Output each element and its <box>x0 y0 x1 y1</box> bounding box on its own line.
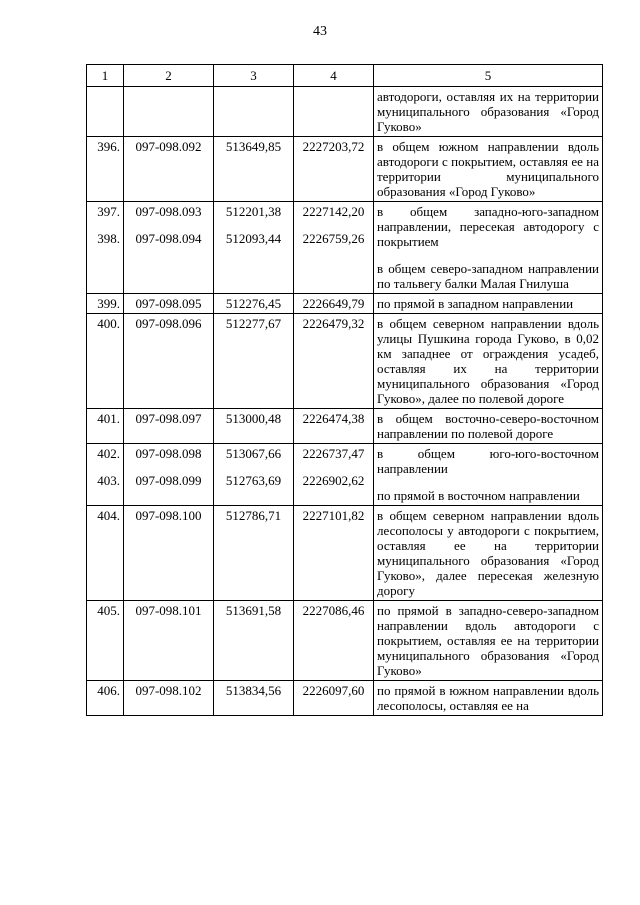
route-description: в общем южном направлении вдоль автодороги с покрытием, оставляя ее на территории муниципального образования «Город Гуково» <box>377 139 599 199</box>
point-number-cell <box>87 202 124 294</box>
route-description: по прямой в западном направлении <box>377 296 574 311</box>
point-code: 097-098.096 <box>135 316 202 331</box>
coordinate-x: 512786,71 <box>225 508 282 523</box>
point-number: 398. <box>97 231 120 246</box>
point-code: 097-098.101 <box>135 603 202 618</box>
point-code-cell <box>124 444 214 506</box>
table-row <box>87 601 603 681</box>
coordinate-y: 2226479,32 <box>302 316 365 331</box>
route-description-cell <box>374 444 603 506</box>
coordinate-y: 2227203,72 <box>302 139 365 154</box>
table-row <box>87 409 603 444</box>
coordinate-y: 2226649,79 <box>302 296 365 311</box>
route-description-cell <box>374 409 603 444</box>
continuation-description: автодороги, оставляя их на территории муниципального образования «Город Гуково» <box>374 87 603 137</box>
point-number-cell <box>87 601 124 681</box>
point-number: 401. <box>97 411 120 426</box>
point-number: 397. <box>97 204 120 219</box>
point-number: 403. <box>97 473 120 488</box>
point-number-cell <box>87 506 124 601</box>
table-row <box>87 681 603 716</box>
coordinate-x: 513834,56 <box>225 683 282 698</box>
empty-cell <box>124 87 214 137</box>
point-code: 097-098.092 <box>135 139 202 154</box>
coordinate-y: 2226902,62 <box>302 473 365 488</box>
coordinate-x-cell <box>214 294 294 314</box>
table-row <box>87 137 603 202</box>
route-description-cell <box>374 202 603 294</box>
point-code: 097-098.094 <box>135 231 202 246</box>
empty-cell <box>214 87 294 137</box>
route-description-cell <box>374 314 603 409</box>
coordinate-y-cell <box>294 314 374 409</box>
coordinate-x: 513067,66 <box>225 446 282 461</box>
coordinate-x-cell <box>214 601 294 681</box>
coordinate-x-cell <box>214 409 294 444</box>
header-col-3: 3 <box>214 65 294 87</box>
point-number: 402. <box>97 446 120 461</box>
route-description-cell <box>374 601 603 681</box>
coordinate-x-cell <box>214 681 294 716</box>
point-number: 406. <box>97 683 120 698</box>
header-col-2: 2 <box>124 65 214 87</box>
route-description: в общем северном направлении вдоль улицы Пушкина города Гуково, в 0,02 км западнее от ограждения усадеб, оставляя их на территории муниципального образования «Город Гуково», далее по полевой дороге <box>377 316 599 406</box>
point-number: 400. <box>97 316 120 331</box>
coordinate-y: 2226737,47 <box>302 446 365 461</box>
header-col-5: 5 <box>374 65 603 87</box>
point-number-cell <box>87 137 124 202</box>
route-description-cell <box>374 137 603 202</box>
point-code: 097-098.102 <box>135 683 202 698</box>
point-code-cell <box>124 202 214 294</box>
coordinate-x: 512277,67 <box>225 316 282 331</box>
page-number: 43 <box>313 24 327 39</box>
empty-cell <box>87 87 124 137</box>
point-code-cell <box>124 137 214 202</box>
coordinate-x: 513691,58 <box>225 603 282 618</box>
coordinate-x-cell <box>214 314 294 409</box>
point-code-cell <box>124 409 214 444</box>
coordinate-y: 2227086,46 <box>302 603 365 618</box>
header-col-4: 4 <box>294 65 374 87</box>
point-number-cell <box>87 409 124 444</box>
continuation-row <box>87 87 603 137</box>
point-code: 097-098.100 <box>135 508 202 523</box>
boundary-table <box>86 64 603 716</box>
coordinate-y-cell <box>294 202 374 294</box>
coordinate-x-cell <box>214 137 294 202</box>
coordinate-y: 2226759,26 <box>302 231 365 246</box>
point-number: 396. <box>97 139 120 154</box>
coordinate-x-cell <box>214 506 294 601</box>
point-number-cell <box>87 294 124 314</box>
coordinate-x: 513000,48 <box>225 411 282 426</box>
route-description: в общем восточно-северо-восточном направлении по полевой дороге <box>377 411 599 441</box>
coordinate-y: 2226474,38 <box>302 411 365 426</box>
point-code: 097-098.093 <box>135 204 202 219</box>
point-code: 097-098.099 <box>135 473 202 488</box>
table-row <box>87 294 603 314</box>
route-description: по прямой в восточном направлении <box>377 488 580 503</box>
point-code: 097-098.097 <box>135 411 202 426</box>
point-number-cell <box>87 681 124 716</box>
point-number: 399. <box>97 296 120 311</box>
point-code-cell <box>124 681 214 716</box>
table-row <box>87 506 603 601</box>
table-row <box>87 314 603 409</box>
coordinate-y: 2227101,82 <box>302 508 365 523</box>
point-code: 097-098.098 <box>135 446 202 461</box>
coordinate-y: 2226097,60 <box>302 683 365 698</box>
point-code-cell <box>124 506 214 601</box>
table-row <box>87 202 603 294</box>
coordinate-x: 513649,85 <box>225 139 282 154</box>
route-description: в общем западно-юго-западном направлении, пересекая автодорогу с покрытием <box>377 204 599 249</box>
point-code: 097-098.095 <box>135 296 202 311</box>
route-description: в общем юго-юго-восточном направлении <box>377 446 599 476</box>
coordinate-y: 2227142,20 <box>302 204 365 219</box>
route-description: по прямой в западно-северо-западном направлении вдоль автодороги с покрытием, оставляя ее на территории муниципального образования «Город Гуково» <box>377 603 599 678</box>
route-description-cell <box>374 294 603 314</box>
table-row <box>87 444 603 506</box>
point-code-cell <box>124 314 214 409</box>
point-number-cell <box>87 444 124 506</box>
coordinate-x: 512763,69 <box>225 473 282 488</box>
point-number-cell <box>87 314 124 409</box>
coordinate-y-cell <box>294 444 374 506</box>
coordinate-y-cell <box>294 137 374 202</box>
coordinate-x: 512093,44 <box>225 231 282 246</box>
coordinate-x-cell <box>214 444 294 506</box>
point-number: 405. <box>97 603 120 618</box>
route-description: по прямой в южном направлении вдоль лесополосы, оставляя ее на <box>377 683 599 713</box>
coordinate-y-cell <box>294 601 374 681</box>
coordinate-y-cell <box>294 294 374 314</box>
point-code-cell <box>124 294 214 314</box>
coordinate-y-cell <box>294 409 374 444</box>
coordinate-x: 512276,45 <box>225 296 282 311</box>
point-code-cell <box>124 601 214 681</box>
route-description-cell <box>374 506 603 601</box>
route-description: в общем северо-западном направлении по тальвегу балки Малая Гнилуша <box>377 261 599 291</box>
coordinate-y-cell <box>294 681 374 716</box>
coordinate-y-cell <box>294 506 374 601</box>
empty-cell <box>294 87 374 137</box>
point-number: 404. <box>97 508 120 523</box>
header-row <box>87 65 603 87</box>
route-description-cell <box>374 681 603 716</box>
route-description: в общем северном направлении вдоль лесополосы у автодороги с покрытием, оставляя ее на территории муниципального образования «Город Гуково», далее пересекая железную дорогу <box>377 508 599 598</box>
header-col-1: 1 <box>87 65 124 87</box>
coordinate-x: 512201,38 <box>225 204 282 219</box>
coordinate-x-cell <box>214 202 294 294</box>
